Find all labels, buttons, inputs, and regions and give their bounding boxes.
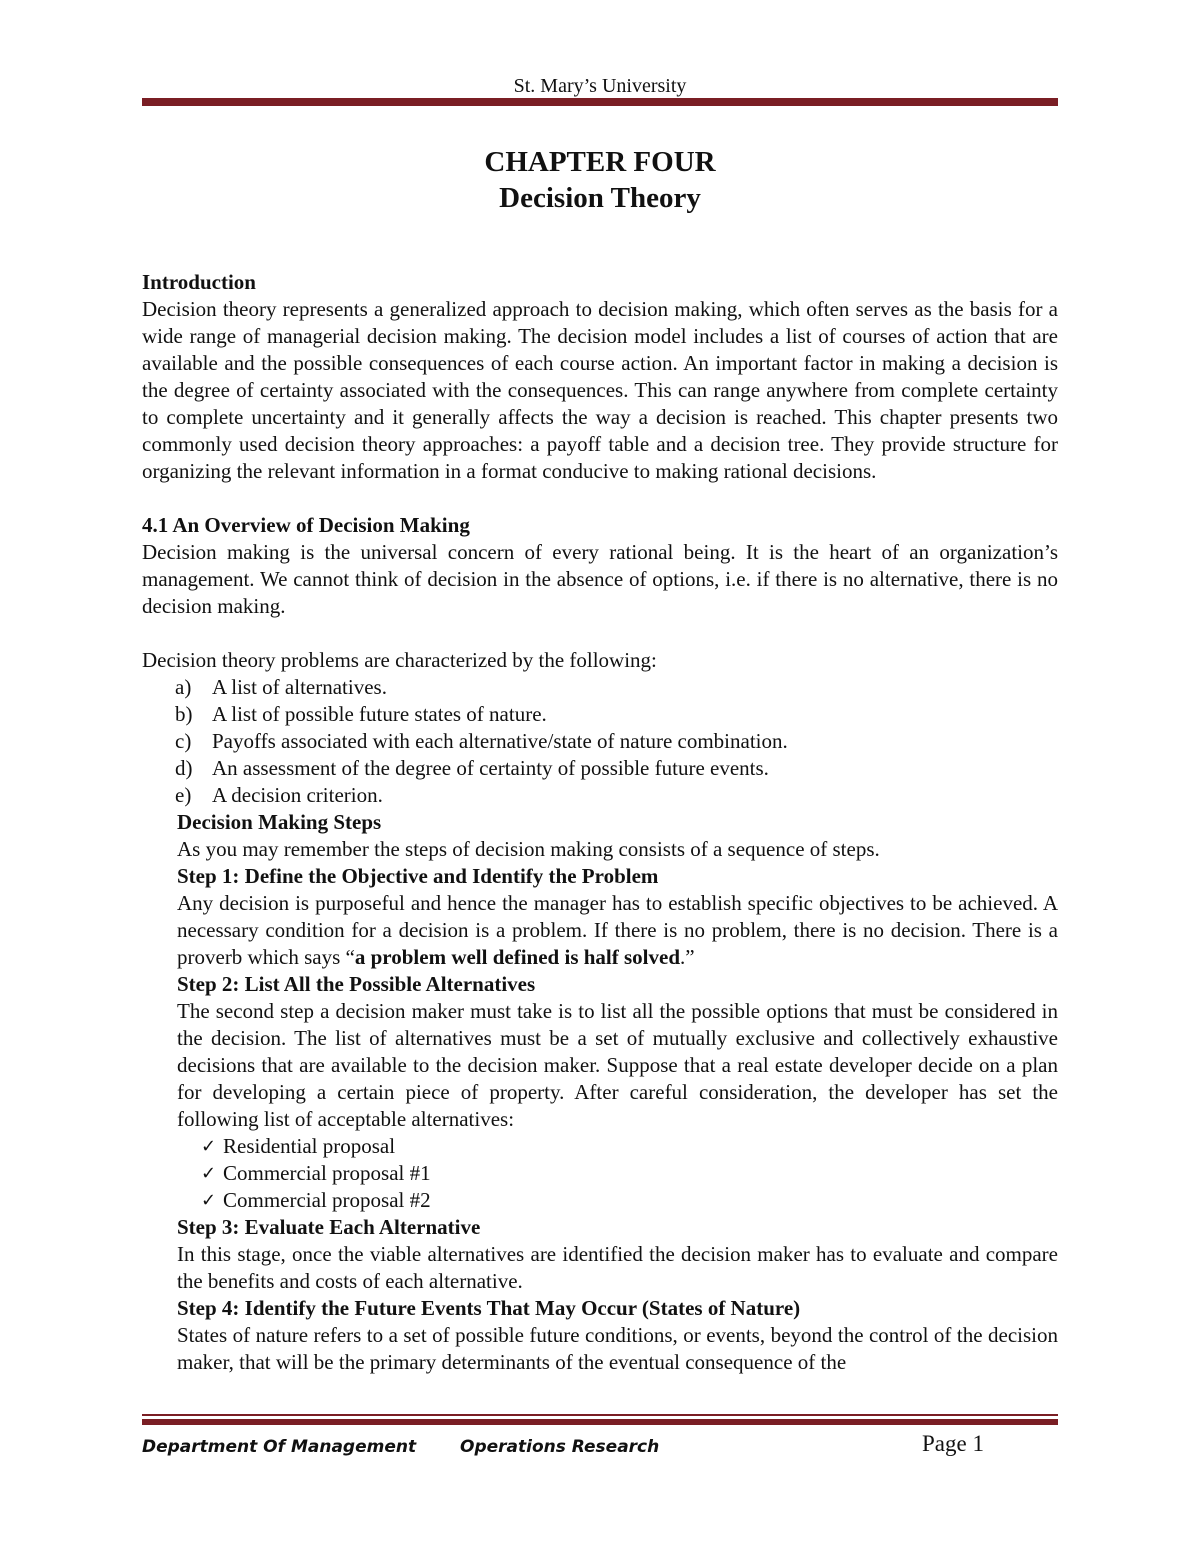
step-1-heading: Step 1: Define the Objective and Identify the Problem	[177, 864, 659, 888]
characteristics-intro: Decision theory problems are characterized by the following:	[142, 648, 657, 672]
steps-block	[142, 809, 1058, 1376]
page-number: Page 1	[922, 1431, 984, 1456]
footer-rule-thick	[142, 1419, 1058, 1425]
chapter-subtitle: Decision Theory	[499, 182, 701, 214]
list-item: a) A list of alternatives.	[175, 675, 387, 699]
list-item: ✓ Commercial proposal #1	[201, 1161, 431, 1185]
footer-rule-thin	[142, 1414, 1058, 1416]
header-rule	[142, 98, 1058, 106]
chapter-title: CHAPTER FOUR	[484, 146, 716, 178]
step-4-heading: Step 4: Identify the Future Events That May Occur (States of Nature)	[177, 1296, 801, 1320]
section-41-heading: 4.1 An Overview of Decision Making	[142, 513, 470, 537]
list-item: e) A decision criterion.	[175, 783, 383, 807]
check-icon: ✓	[201, 1190, 217, 1211]
main-content	[142, 269, 1058, 1376]
steps-intro: As you may remember the steps of decision making consists of a sequence of steps.	[177, 837, 880, 861]
alternatives-list	[177, 1133, 1058, 1214]
characteristics-list	[142, 674, 1058, 809]
step-4-paragraph: States of nature refers to a set of possible future conditions, or events, beyond the control of the decision maker, that will be the primary determinants of the eventual consequence of the	[177, 1323, 1058, 1374]
list-item: ✓ Residential proposal	[201, 1134, 396, 1158]
steps-heading: Decision Making Steps	[177, 810, 382, 834]
check-icon: ✓	[201, 1163, 217, 1184]
footer	[142, 1430, 1058, 1460]
step-3-paragraph: In this stage, once the viable alternatives are identified the decision maker has to evaluate and compare the benefits and costs of each alternative.	[177, 1242, 1058, 1293]
step-2-heading: Step 2: List All the Possible Alternatives	[177, 972, 536, 996]
header-university: St. Mary’s University	[513, 75, 687, 97]
list-item: d) An assessment of the degree of certainty of possible future events.	[175, 756, 769, 780]
step-3-heading: Step 3: Evaluate Each Alternative	[177, 1215, 481, 1239]
footer-department: Department Of Management	[142, 1437, 417, 1457]
footer-course: Operations Research	[460, 1437, 660, 1457]
check-icon: ✓	[201, 1136, 217, 1157]
list-item: c) Payoffs associated with each alternative/state of nature combination.	[175, 729, 788, 753]
proverb: a problem well defined is half solved	[354, 945, 681, 969]
list-item: b) A list of possible future states of nature.	[175, 702, 547, 726]
section-41-paragraph: Decision making is the universal concern of every rational being. It is the heart of an organization’s management. We cannot think of decision in the absence of options, i.e. if there is no alternative, there is no decision making.	[142, 540, 1058, 618]
list-item: ✓ Commercial proposal #2	[201, 1188, 431, 1212]
intro-heading: Introduction	[142, 270, 256, 294]
intro-paragraph: Decision theory represents a generalized approach to decision making, which often serves as the basis for a wide range of managerial decision making. The decision model includes a list of courses of action that are available and the possible consequences of each course action. An important factor in making a decision is the degree of certainty associated with the consequences. This can range anywhere from complete certainty to complete uncertainty and it generally affects the way a decision is reached. This chapter presents two commonly used decision theory approaches: a payoff table and a decision tree. They provide structure for organizing the relevant information in a format conducive to making rational decisions.	[142, 297, 1058, 483]
step-2-paragraph: The second step a decision maker must take is to list all the possible options that must be considered in the decision. The list of alternatives must be a set of mutually exclusive and collectively exhaustive decisions that are available to the decision maker. Suppose that a real estate developer decide on a plan for developing a certain piece of property. After careful consideration, the developer has set the following list of acceptable alternatives:	[177, 999, 1058, 1131]
step-1-paragraph: Any decision is purposeful and hence the manager has to establish specific objectives to be achieved. A necessary condition for a decision is a problem. If there is no problem, there is no decision. There is a proverb which says “a problem well defined is half solved.”	[177, 891, 1058, 969]
